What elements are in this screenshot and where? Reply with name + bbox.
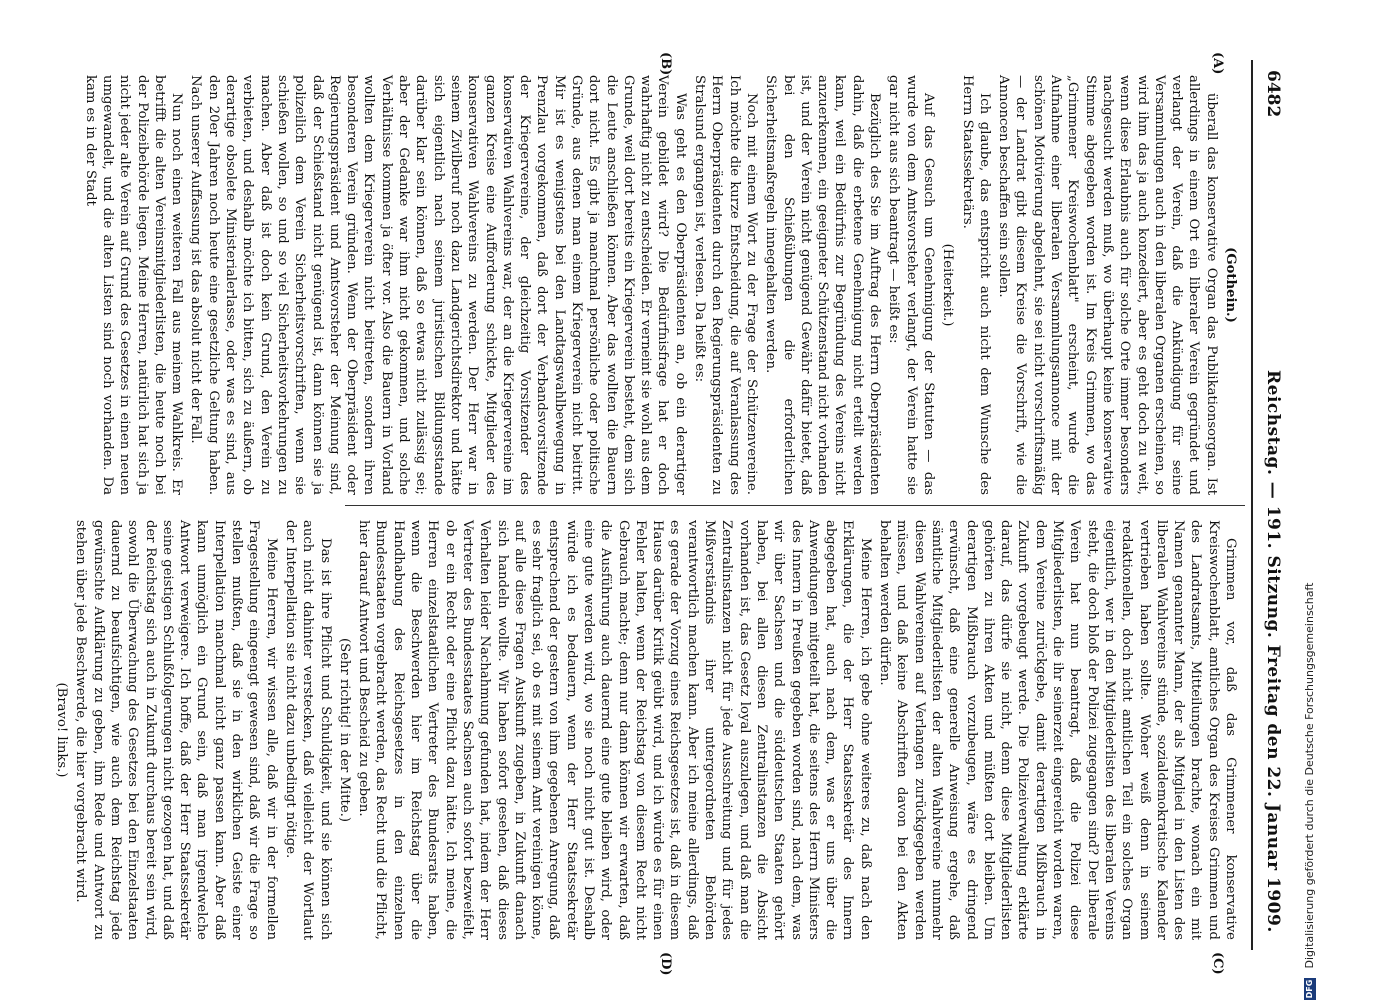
footer-text: Digitalisierung gefördert durch die Deutsche Forschungsgemeinschaft (1303, 582, 1316, 969)
interjection: (Heiterkeit.) (940, 243, 956, 327)
paragraph: Grimmen vor, daß das Grimmener konservative Kreiswochenblatt, amtliches Organ des Kreises Grimmen und des Landratsamts, Mitteilungen brachte, wonach ein mit Namen genannter Mann, der als Mitglied in den Listen des liberalen Wahlvereins stünde, sozialdemokratische Kalender vertrieben haben sollte. Woher weiß denn in seinem redaktionellen, doch nicht amtlichen Teil ein solches Organ eigentlich, wer in den Mitgliederlisten des liberalen Vereins steht, die doch bloß der Polizei zugegangen sind? Der liberale Verein hat nun beantragt, daß die Polizei diese Mitgliederlisten, die ihr seinerzeit eingereicht worden waren, dem Vereine zurückgebe, damit derartigen Mißbrauch in Zukunft vorgebeugt werde. Die Polizeiverwaltung erklärte darauf, das dürfe sie nicht, denn diese Mitgliederlisten gehörten zu ihren Akten und müßten dort bleiben. Um derartigen Mißbrauch vorzubeugen, wäre es dringend erwünscht, daß eine generelle Anweisung ergehe, daß sämtliche Mitgliederlisten der alten Wahlvereine nunmehr diesen Wahlvereinen auf Verlangen zurückgegeben werden müssen, und daß keine Abschriften davon bei den Akten behalten werden dürfen. (877, 520, 1238, 940)
paragraph: Meine Herren, ich gebe ohne weiteres zu, daß nach den Erklärungen, die der Herr Staatssekretär des Innern abgegeben hat, auch nach dem, was er uns über die Anwendungen mitgeteilt hat, die seitens des Herrn Ministers des Innern in Preußen gegeben worden sind, nach dem, was wir über Sachsen und die süddeutschen Staaten gehört haben, bei allen diesen Zentralinstanzen die Absicht vorhanden ist, das Gesetz loyal auszulegen, und daß man die Zentralinstanzen nicht für jede Ausschreitung und für jedes Mißverständnis ihrer untergeordneten Behörden verantwortlich machen kann. Aber ich meine allerdings, daß es gerade der Vorzug eines Reichsgesetzes ist, daß in diesem Hause darüber Kritik geübt wird, und ich würde es für einen Fehler halten, wenn der Reichstag von diesem Recht nicht Gebrauch machte; denn nur dann können wir erwarten, daß die Ausführung auch dauernd eine gute bleiben wird, oder eine gute werden wird, wo sie noch nicht gut ist. Deshalb würde ich es bedauern, wenn der Herr Staatssekretär entsprechend der gestern von ihm gegebenen Anregung, daß es sehr fraglich sei, ob es mit seinem Amt vereinigen könne, auf alle diese Fragen Auskunft zugeben, in Zukunft danach sich handeln wollte. Wir haben sofort gesehen, daß dieses Verhalten leider Nachahmung gefunden hat, indem der Herr Vertreter des Bundesstaates Sachsen auch sofort bezweifelt, ob er ein Recht oder eine Pflicht dazu hätte. Ich meine, die Herren einzelstaatlichen Vertreter des Bundesrats haben, wenn die Beschwerden hier im Reichstag über die Handhabung des Reichsgesetzes in den einzelnen Bundesstaaten vorgebracht werden, das Recht und die Pflicht, hier darauf Antwort und Bescheid zu geben. (356, 520, 873, 940)
paragraph: Meine Herren, wir wissen alle, daß wir in der formellen Fragestellung eingeengt gewesen sind, daß wir die Frage so stellen mußten, daß sie in den wirklichen Geiste einer Interpellation manchmal nicht ganz passen kann. Aber daß kann unmöglich ein Grund sein, daß man irgendwelche Antwort verweigere. Ich hoffe, daß der Herr Staatssekretär seine geistigen Schlußfolgerungen nicht gezogen hat, und daß der Reichstag sich auch in Zukunft durchaus bereit sein wird, sowohl die Überwachung des Gesetzes bei den Einzelstaaten dauernd zu beaufsichtigen, wie auch dem Reichstag jede gewünschte Aufklärung zu geben, ihm Rede und Antwort zu stehen über jede Beschwerde, die hier vorgebracht wird. (73, 520, 279, 940)
page-header (1257, 70, 1287, 950)
speaker-label: (Gothein.) (1223, 247, 1238, 323)
page-title: Reichstag. — 191. Sitzung. Freitag den 22. Januar 1909. (1263, 370, 1283, 933)
paragraph: überall das konservative Organ das Publikationsorgan. Ist allerdings in einem Ort ein liberaler Verein gegründet und verlangt der Verein, daß die Ankündigung für seine Versammlungen auch in den liberalen Organen erscheinen, so wird ihm das ja auch konzediert, aber es geht doch zu weit, wenn diese Erlaubnis auch für solche Orte immer besonders nachgesucht werden muß, wo überhaupt keine konservative Stimme abgegeben worden ist. Im Kreis Grimmen, wo das „Grimmener Kreiswochenblatt" erscheint, wurde die Aufnahme einer liberalen Versammlungsannonce mit der schönen Motivierung abgelehnt, sie sei nicht vorschriftsmäßig — der Landrat gibt diesem Kreise die Vorschrift, wie die Annoncen beschaffen sein sollen. (996, 75, 1219, 495)
paragraph: Das ist ihre Pflicht und Schuldigkeit, und sie können sich auch nicht dahinter verstecken, daß vielleicht der Wortlaut der Interpellation sie nicht dazu unbedingt nötige. (282, 520, 333, 940)
digitization-footer (1303, 0, 1323, 1000)
margin-marker-a: (A) (1210, 52, 1225, 75)
interjection: (Sehr richtig! in der Mitte.) (336, 638, 352, 822)
paragraph: Was geht es den Oberpräsidenten an, ob ein derartiger Verein gebildet wird? Die Bedürfnisfrage hat er doch wahrhaftig nicht zu entscheiden. Er verneint sie wohl aus dem Grunde, weil dort bereits ein Kriegerverein besteht, dem sich die Leute anschließen können. Aber das wollten die Bauern dort nicht. Es gibt ja manchmal persönliche oder politische Gründe, aus denen man einem Kriegerverein nicht beitritt. Mir ist es wenigstens bei den Landtagswahlbewegung in Prenzlau vorgekommen, daß dort der Verbandsvorsitzende der Kriegervereine, der gleichzeitig Vorsitzender des konservativen Wahlvereins war, der an die Kriegervereine im ganzen Kreise eine Aufforderung schickte, Mitglieder des konservativen Wahlvereins zu werden. Der Herr war in seinem Zivilberuf noch dazu Landgerichtsdirektor und hätte sich eigentlich nach seinem juristischen Bildungsstande darüber klar sein können, daß so etwas nicht zulässig sei; aber der Gedanke war ihm nicht gekommen, und solche Verhältnisse kommen ja öfter vor. Also die Bauern in Vorland wollten dem Kriegerverein nicht beitreten, sondern ihren besonderen Verein gründen. Wenn der Oberpräsident oder Regierungspräsident und Amtsvorsteher der Meinung sind, daß der Schießstand nicht genügend ist, dann können sie ja polizeilich dem Verein Sicherheitsvorschriften, wenn sie schießen wollen, so und so viel Sicherheitsvorkehrungen zu machen. Aber daß ist doch kein Grund, den Verein zu verbieten, und deshalb möchte ich bitten, sich zu äußern, ob derartige obsolete Ministerialerlasse, oder was es sind, aus den 20er Jahren noch heute eine gesetzliche Geltung haben. Nach unserer Auffassung ist das absolut nicht der Fall. (188, 75, 688, 495)
paragraph: Noch mit einem Wort zu der Frage der Schützenvereine. Ich möchte die kurze Entscheidung, die auf Veranlassung des Herrn Oberpräsidenten durch den Regierungspräsidenten zu Stralsund ergangen ist, verlesen. Da heißt es: (692, 75, 759, 495)
right-column (51, 520, 1239, 940)
margin-marker-d: (D) (658, 952, 673, 976)
header-rule (1251, 60, 1253, 950)
interjection: (Bravo! links.) (54, 682, 70, 778)
left-column (79, 75, 1239, 495)
margin-marker-b: (B) (658, 52, 673, 76)
paragraph: Ich glaube, das entspricht auch nicht dem Wunsche des Herrn Staatssekretärs. (959, 75, 992, 495)
paragraph: Auf das Gesuch um Genehmigung der Statuten — das wurde von dem Amtsvorsteher verlangt, der Verein hatte sie gar nicht aus sich beantragt — heißt es: (886, 75, 936, 495)
scanned-page-rotated (5, 0, 1305, 1000)
column-divider (345, 505, 1245, 506)
paragraph: Nun noch einen weiteren Fall aus meinem Wahlkreis. Er betrifft die alten Vereinsmitgliederlisten, die heute noch bei der Polizeibehörde liegen. Meine Herren, natürlich hat sich ja nicht jeder alte Verein auf Grund des Gesetzes in einen neuen umgewandelt, und die alten Listen sind noch vorhanden. Da kam es in der Stadt (82, 75, 185, 495)
quoted-paragraph: Bezüglich des Sie im Auftrag des Herrn Oberpräsidenten dahin, daß die erbetene Genehmigung nicht erteilt werden kann, weil ein Bedürfnis zur Begründung des Vereins nicht anzuerkennen, ein geeigneter Schützenstand nicht vorhanden ist, und der Verein nicht genügend Gewähr dafür bietet, daß bei den Schießübungen die erforderlichen Sicherheitsmaßregeln innegehalten werden. (763, 75, 883, 495)
margin-marker-c: (C) (1210, 952, 1225, 975)
dfg-logo-icon: DFG (1305, 979, 1314, 999)
page-number: 6482 (1263, 70, 1283, 118)
